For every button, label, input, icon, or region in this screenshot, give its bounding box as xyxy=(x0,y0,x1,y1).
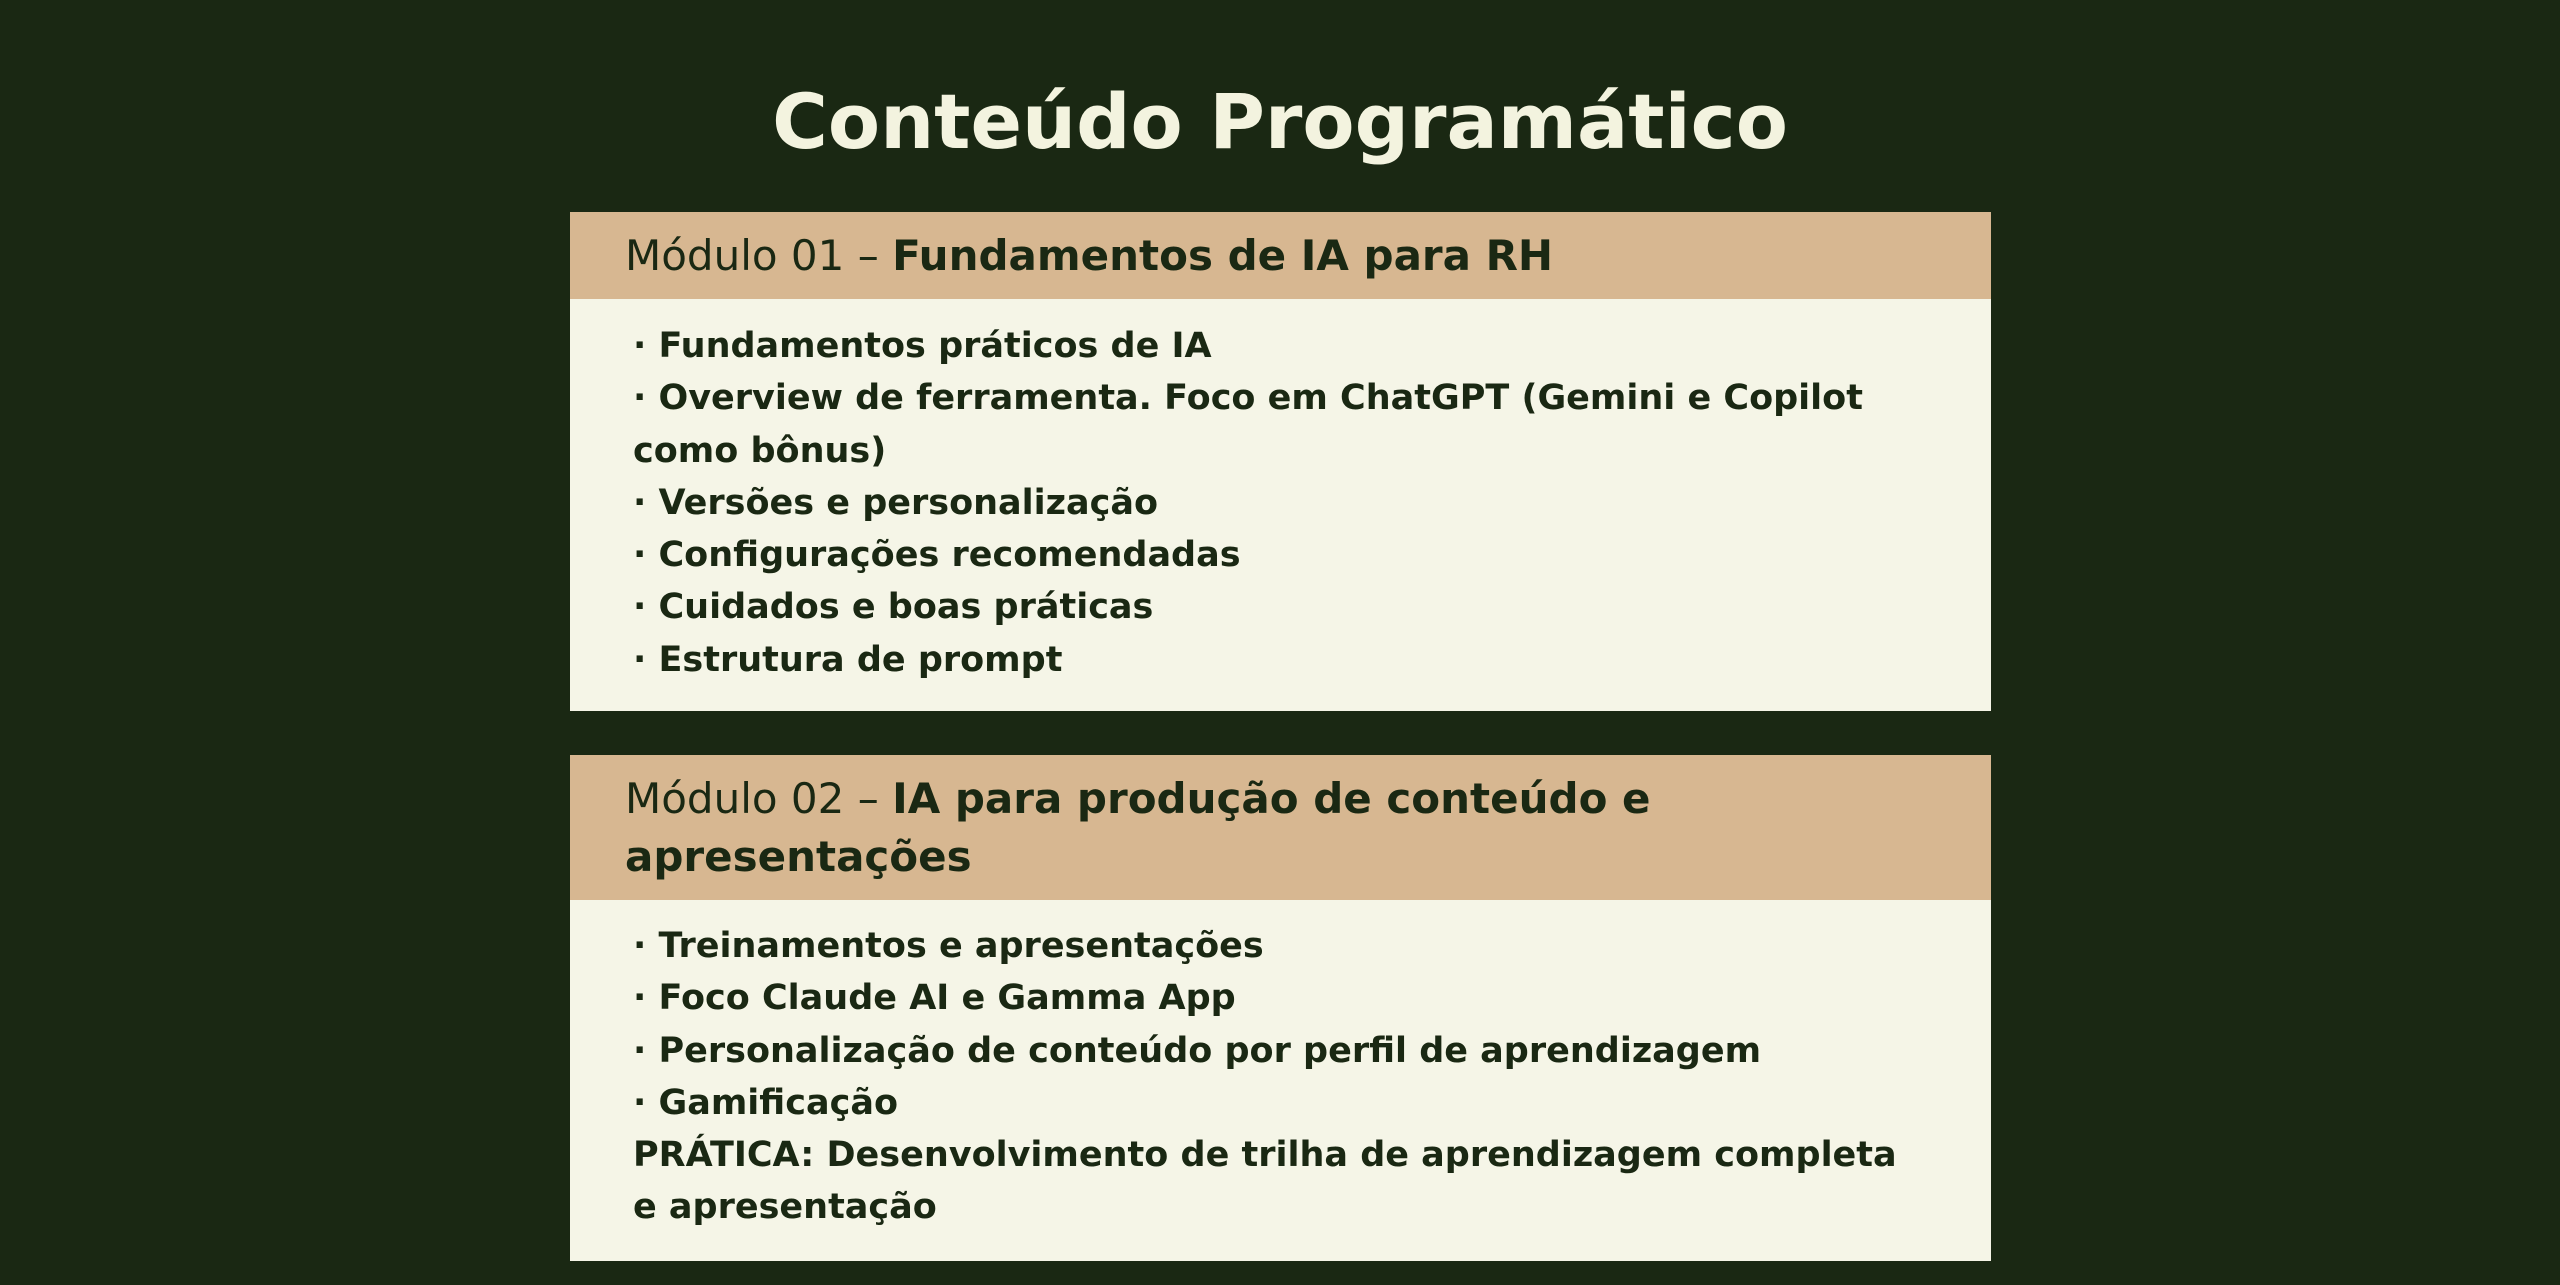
topic-item: · Treinamentos e apresentações xyxy=(633,926,1264,966)
module-topic-list xyxy=(570,299,1991,686)
module-title: IA para produção de conteúdo e apresentações xyxy=(625,774,1651,881)
topic-item: · Versões e personalização xyxy=(633,482,1159,523)
topic-item: · Overview de ferramenta. Foco em ChatGPT (Gemini e Copilot como bônus) xyxy=(633,378,1863,471)
module-number: Módulo 02 – xyxy=(625,774,893,823)
module-title: Fundamentos de IA para RH xyxy=(892,231,1554,280)
topic-item: · Gamificação xyxy=(633,1082,899,1123)
module-header xyxy=(570,755,1991,900)
practice-label: PRÁTICA: xyxy=(633,1135,815,1176)
module-header xyxy=(570,212,1991,299)
module-topic-list xyxy=(570,900,1991,1234)
topic-item: · Estrutura de prompt xyxy=(633,639,1063,680)
topic-item: · Foco Claude AI e Gamma App xyxy=(633,978,1236,1019)
topic-item: · Configurações recomendadas xyxy=(633,535,1241,576)
page-title: Conteúdo Programático xyxy=(772,77,1788,166)
module-number: Módulo 01 – xyxy=(625,231,893,280)
module-card-02 xyxy=(570,755,1991,1261)
practice-item xyxy=(633,1129,1931,1234)
topic-item: · Personalização de conteúdo por perfil de aprendizagem xyxy=(633,1030,1762,1071)
practice-text: Desenvolvimento de trilha de aprendizagem completa e apresentação xyxy=(633,1135,1897,1228)
topic-item: · Cuidados e boas práticas xyxy=(633,587,1154,628)
topic-item: · Fundamentos práticos de IA xyxy=(633,326,1212,366)
module-card-01 xyxy=(570,212,1991,711)
